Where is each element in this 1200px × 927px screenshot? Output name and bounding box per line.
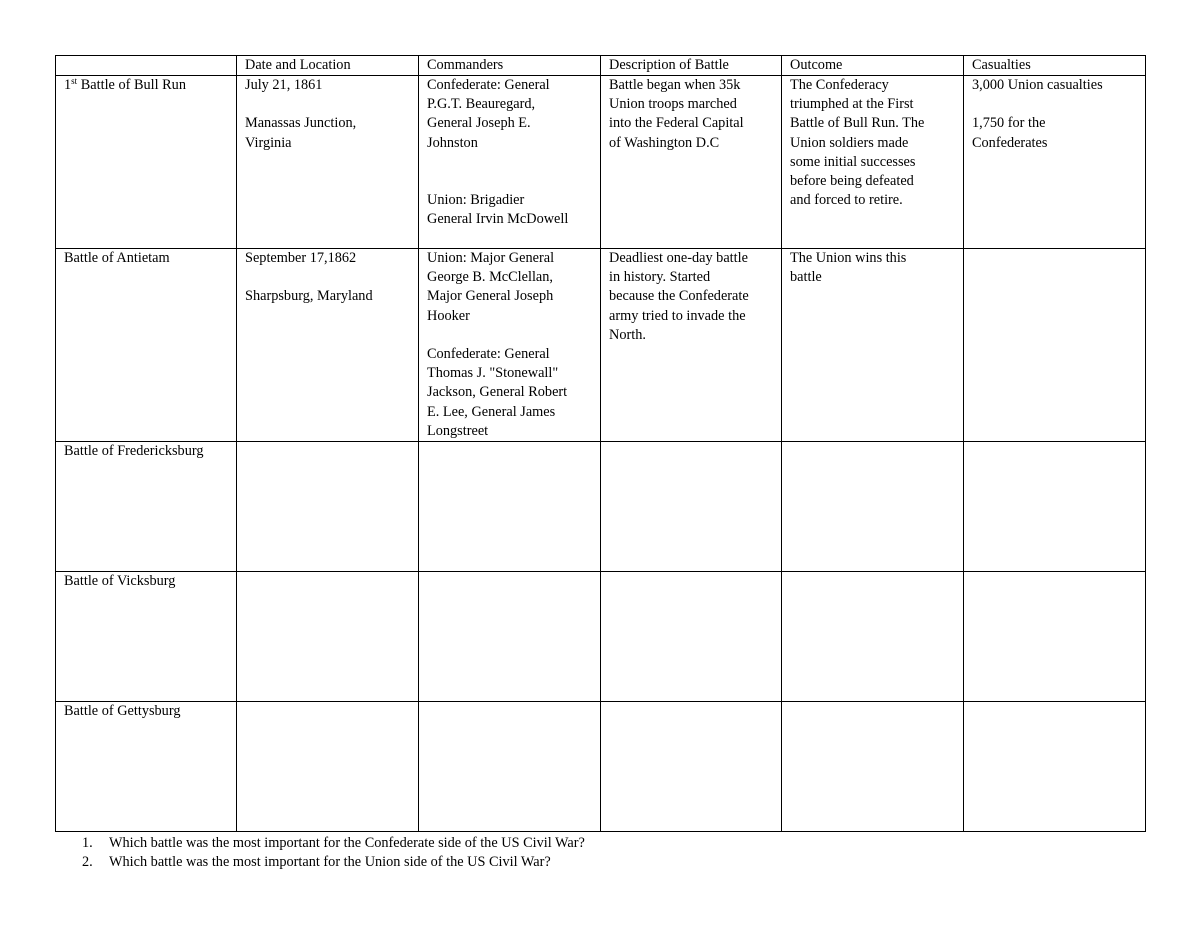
description-line: North. <box>609 326 646 343</box>
description-line: in history. Started <box>609 269 711 286</box>
description-cell <box>601 249 782 442</box>
description-line: Deadliest one-day battle <box>609 250 748 266</box>
battle-name: Battle of Vicksburg <box>64 573 176 590</box>
outcome-cell <box>782 442 964 572</box>
description-line: because the Confederate <box>609 288 749 305</box>
casualties-cell <box>964 76 1146 249</box>
outcome-line: The Confederacy <box>790 77 889 93</box>
battle-location: Virginia <box>245 134 292 151</box>
battle-name-cell <box>56 702 237 832</box>
battle-location: Sharpsburg, Maryland <box>245 288 373 305</box>
battle-name-cell <box>56 442 237 572</box>
commander-line: Confederate: General <box>427 77 550 93</box>
date-location-cell <box>237 442 419 572</box>
battle-date: July 21, 1861 <box>245 77 323 93</box>
commander-line: Longstreet <box>427 422 489 439</box>
commanders-cell <box>419 249 601 442</box>
casualties-line: Confederates <box>972 134 1048 151</box>
header-blank <box>56 56 237 76</box>
outcome-cell <box>782 76 964 249</box>
table-row <box>56 442 1146 572</box>
battle-name-cell <box>56 572 237 702</box>
commander-line: P.G.T. Beauregard, <box>427 96 536 113</box>
battle-name: 1st Battle of Bull Run <box>64 76 186 93</box>
date-location-cell <box>237 572 419 702</box>
casualties-cell <box>964 702 1146 832</box>
commander-line: E. Lee, General James <box>427 403 556 420</box>
battle-date: September 17,1862 <box>245 250 357 266</box>
description-line: Union troops marched <box>609 96 737 113</box>
battle-name-cell <box>56 249 237 442</box>
commander-line: George B. McClellan, <box>427 269 553 286</box>
date-location-cell <box>237 76 419 249</box>
casualties-cell <box>964 442 1146 572</box>
description-cell <box>601 572 782 702</box>
outcome-cell <box>782 702 964 832</box>
description-line: army tried to invade the <box>609 307 746 324</box>
battle-name: Battle of Fredericksburg <box>64 443 204 460</box>
casualties-cell <box>964 572 1146 702</box>
table-row <box>56 702 1146 832</box>
outcome-line: Union soldiers made <box>790 134 909 151</box>
commander-line: Jackson, General Robert <box>427 384 568 401</box>
date-location-cell <box>237 702 419 832</box>
header-outcome: Outcome <box>782 56 964 76</box>
outcome-line: The Union wins this <box>790 250 907 266</box>
header-description: Description of Battle <box>601 56 782 76</box>
question-list <box>82 834 585 872</box>
description-line: into the Federal Capital <box>609 115 744 132</box>
commander-line: Union: Brigadier <box>427 192 525 209</box>
table-row <box>56 572 1146 702</box>
commanders-cell <box>419 572 601 702</box>
battle-name: Battle of Antietam <box>64 250 170 266</box>
outcome-line: before being defeated <box>790 173 914 190</box>
commanders-cell <box>419 442 601 572</box>
commander-line: Thomas J. "Stonewall" <box>427 365 559 382</box>
header-commanders: Commanders <box>419 56 601 76</box>
question-number: 1. <box>82 835 93 851</box>
header-date-location: Date and Location <box>237 56 419 76</box>
battle-name: Battle of Gettysburg <box>64 703 181 720</box>
outcome-line: battle <box>790 269 822 286</box>
description-line: Battle began when 35k <box>609 77 741 93</box>
casualties-cell <box>964 249 1146 442</box>
outcome-cell <box>782 572 964 702</box>
outcome-line: some initial successes <box>790 153 916 170</box>
outcome-line: and forced to retire. <box>790 192 903 209</box>
question-item <box>82 834 585 853</box>
casualties-line: 1,750 for the <box>972 115 1046 132</box>
commander-line: Confederate: General <box>427 346 550 362</box>
description-line: of Washington D.C <box>609 134 720 151</box>
date-location-cell <box>237 249 419 442</box>
battle-name-cell <box>56 76 237 249</box>
casualties-line: 3,000 Union casualties <box>972 77 1103 93</box>
table-row <box>56 249 1146 442</box>
description-cell <box>601 76 782 249</box>
question-text: Which battle was the most important for the Union side of the US Civil War? <box>109 854 551 871</box>
question-text: Which battle was the most important for the Confederate side of the US Civil War? <box>109 835 585 851</box>
commanders-cell <box>419 702 601 832</box>
description-cell <box>601 442 782 572</box>
commanders-cell <box>419 76 601 249</box>
commander-line: Major General Joseph <box>427 288 554 305</box>
commander-line: Johnston <box>427 134 478 151</box>
battle-location: Manassas Junction, <box>245 115 357 132</box>
battles-table <box>55 55 1146 832</box>
outcome-line: Battle of Bull Run. The <box>790 115 925 132</box>
header-casualties: Casualties <box>964 56 1146 76</box>
table-header-row <box>56 56 1146 76</box>
description-cell <box>601 702 782 832</box>
table-row <box>56 76 1146 249</box>
commander-line: Union: Major General <box>427 250 555 266</box>
question-item <box>82 853 585 872</box>
question-number: 2. <box>82 854 93 871</box>
commander-line: Hooker <box>427 307 470 324</box>
outcome-line: triumphed at the First <box>790 96 914 113</box>
commander-line: General Irvin McDowell <box>427 211 569 228</box>
outcome-cell <box>782 249 964 442</box>
commander-line: General Joseph E. <box>427 115 531 132</box>
